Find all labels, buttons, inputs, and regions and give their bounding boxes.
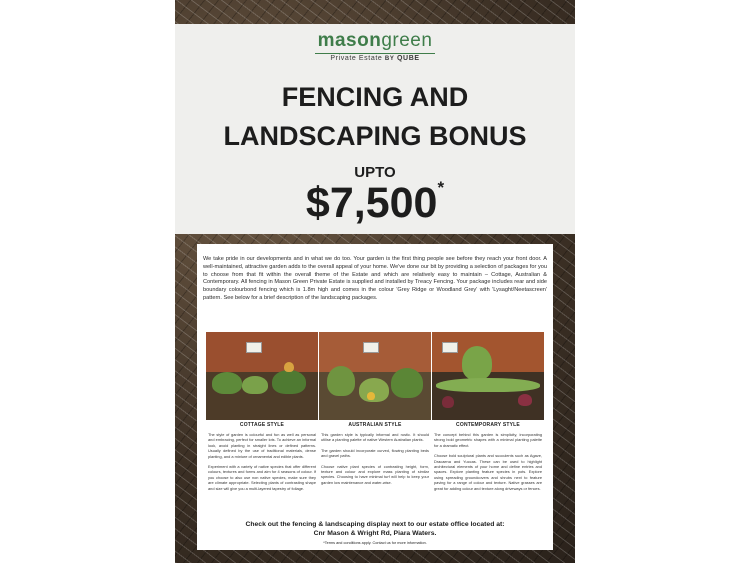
footer-callout: Check out the fencing & landscaping display next to our estate office located at: — [245, 521, 505, 528]
contemporary-photo — [432, 332, 544, 420]
plant — [272, 370, 306, 394]
plant — [462, 346, 492, 380]
contemporary-para-2: Choose bold sculptural plants and succulents such as Agave, Dracaena and Yuccas. These can be used to highlight architectural elements of your home and define entries and spaces. Explore planting feature species in pots. Explore using spreading groundcovers and shrubs next to feature paving for a range of colour and texture. Native grasses are great for adding colour and texture along driveways or fences. — [434, 453, 542, 491]
logo-underline — [315, 53, 435, 54]
plant — [518, 394, 532, 406]
australian-photo — [319, 332, 431, 420]
bonus-amount — [175, 179, 575, 228]
footer-address: Cnr Mason & Wright Rd, Piara Waters. — [313, 530, 437, 537]
cottage-title: COTTAGE STYLE — [239, 422, 285, 428]
australian-para-2: The garden should incorporate curved, flowing planting beds and gravel paths. — [321, 447, 429, 459]
contemporary-title: CONTEMPORARY STYLE — [456, 422, 520, 428]
cottage-para-1: The style of garden is colourful and fun as well as personal and embracing, perfect for smaller lots. To achieve an informal look, avoid planting in straight lines or defined patterns. Usually defined by the use of traditional materials, dense planting, and a mixture of ornamental and edible plants. — [208, 432, 316, 459]
logo-word-green: green — [381, 30, 433, 51]
cottage-column — [206, 422, 318, 496]
plant — [436, 378, 540, 392]
headline-line2: LANDSCAPING BONUS — [223, 121, 527, 151]
plant — [212, 372, 242, 394]
cottage-photo — [206, 332, 318, 420]
logo-partner: QUBE — [397, 55, 420, 62]
logo-subtitle-text: Private Estate — [330, 55, 383, 62]
content-panel — [197, 244, 553, 550]
masongreen-logo — [175, 30, 575, 62]
headline — [175, 78, 575, 156]
header-band — [175, 24, 575, 234]
upto-label: UPTO — [354, 164, 396, 181]
bonus-asterisk: * — [437, 178, 445, 197]
logo-by: BY — [384, 56, 395, 62]
brick-wall — [206, 332, 318, 376]
photo-sign — [442, 342, 458, 353]
bonus-amount-value: $7,500 — [305, 179, 438, 227]
plant — [327, 366, 355, 396]
contemporary-column — [432, 422, 544, 496]
contemporary-para-1: The concept behind this garden is simplicity, incorporating strong bold geometric shapes with a minimal planting palette for a dramatic effect. — [434, 432, 542, 448]
australian-title: AUSTRALIAN STYLE — [348, 422, 402, 428]
australian-column — [319, 422, 431, 490]
footer-disclaimer: *Terms and conditions apply. Contact us for more information. — [323, 541, 427, 545]
logo-subtitle — [175, 55, 575, 62]
australian-para-3: Choose native plant species of contrasting height, form, texture and colour and explore mass planting of similar species. Choosing to have minimal turf will help to keep your garden low maintenance and water-wise. — [321, 463, 429, 485]
poster — [175, 0, 575, 563]
logo-word-mason: mason — [317, 30, 382, 51]
photo-sign — [363, 342, 379, 353]
plant — [391, 368, 423, 398]
headline-line1: FENCING AND — [281, 82, 469, 112]
photo-sign — [246, 342, 262, 353]
plant — [242, 376, 268, 394]
intro-paragraph: We take pride in our developments and in what we do too. Your garden is the first thing people see before they reach your front door. A well-maintained, attractive garden adds to the overall appeal of your home. We've done our bit by providing a selection of packages for you to choose from that fit within the overall theme of the Estate and which are relatively easy to maintain – Cottage, Australian & Contemporary. All fencing in Mason Green Private Estate is supplied and installed by Treacy Fencing. Your package includes rear and side boundary colourbond fencing which is 1.8m high and comes in the colour 'Grey Ridge or Woodland Grey' with 'Lysaght/Neetascreen' pattern. See below for a brief description of the landscaping packages. — [203, 256, 547, 301]
logo-wordmark — [175, 30, 575, 52]
plant-flower — [284, 362, 294, 372]
plant — [442, 396, 454, 408]
plant-flower — [367, 392, 375, 400]
australian-para-1: This garden style is typically informal and rustic. It should utilise a planting palette of native Western Australian plants. — [321, 432, 429, 443]
photo-strip — [206, 332, 544, 420]
cottage-para-2: Experiment with a variety of native species that offer different colours, textures and forms and aim for 4 seasons of colour. If you choose to also use non native species, make sure they are climate appropriate. Selecting plants of contrasting shape and size will give you a multi-layered tapestry of foliage. — [208, 464, 316, 491]
